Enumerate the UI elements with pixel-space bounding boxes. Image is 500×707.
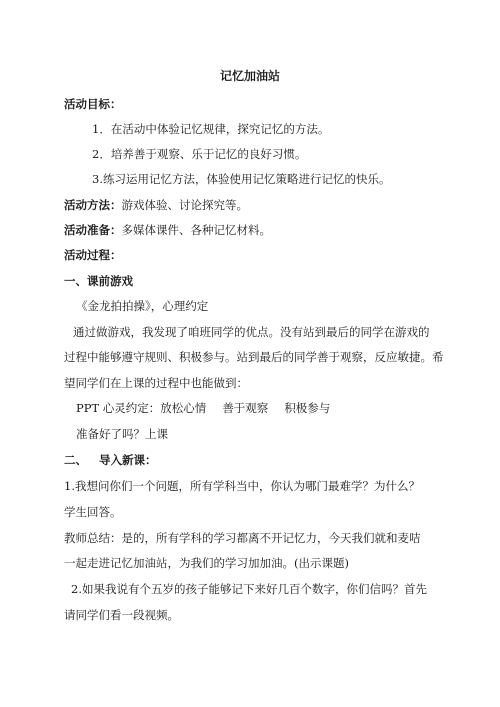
method-text: 游戏体验、讨论探究等。: [121, 198, 248, 212]
goal-item-1: 1．在活动中体验记忆规律，探究记忆的方法。: [92, 122, 330, 136]
ppt-label: PPT 心灵约定：放松心情: [76, 401, 207, 415]
section1-para-3: 望同学们在上课的过程中也能做到：: [64, 376, 248, 390]
section2-q2-1: 2.如果我说有个五岁的孩子能够记下来好几百个数字，你们信吗？首先: [71, 582, 427, 596]
prep-line: [64, 223, 271, 237]
method-label: 活动方法：: [64, 198, 122, 212]
prep-label: 活动准备：: [64, 223, 122, 237]
goals-label: 活动目标：: [64, 97, 122, 111]
process-label: 活动过程：: [64, 248, 122, 262]
goals-heading: [64, 97, 122, 111]
goal-item-2: 2．培养善于观察、乐于记忆的良好习惯。: [92, 147, 307, 161]
section1-ready: 准备好了吗？上课: [76, 427, 168, 441]
section2-summary-1: 教师总结：是的，所有学科的学习都离不开记忆力，今天我们就和麦咭: [64, 531, 421, 545]
section2-heading-text: 导入新课：: [99, 453, 157, 467]
page-title: 记忆加油站: [219, 69, 280, 83]
ppt-item-3: 积极参与: [284, 401, 331, 415]
section1-para-2: 过程中能够遵守规则、积极参与。站到最后的同学善于观察，反应敏捷。希: [64, 350, 444, 364]
section2-heading: [64, 453, 157, 467]
process-line: [64, 248, 122, 262]
section2-summary-2: 一起走进记忆加油站，为我们的学习加加油。(出示课题): [64, 556, 349, 570]
section1-game: 《金龙拍拍操》，心理约定: [76, 299, 209, 313]
section1-para-1: 通过做游戏，我发现了咱班同学的优点。没有站到最后的同学在游戏的: [73, 325, 430, 339]
section2-q2-2: 请同学们看一段视频。: [64, 608, 179, 622]
prep-text: 多媒体课件、各种记忆材料。: [121, 223, 271, 237]
section1-ppt-line: [76, 401, 330, 415]
ppt-item-2: 善于观察: [222, 401, 269, 415]
section2-heading-num: 二、: [64, 453, 87, 467]
section1-heading: 一、课前游戏: [64, 274, 133, 288]
section2-q1: 1.我想问你们一个问题，所有学科当中，你认为哪门最难学？为什么？: [64, 479, 420, 493]
method-line: [64, 198, 248, 212]
section2-answer: 学生回答。: [64, 505, 122, 519]
goal-item-3: 3.练习运用记忆方法，体验使用记忆策略进行记忆的快乐。: [92, 172, 391, 186]
